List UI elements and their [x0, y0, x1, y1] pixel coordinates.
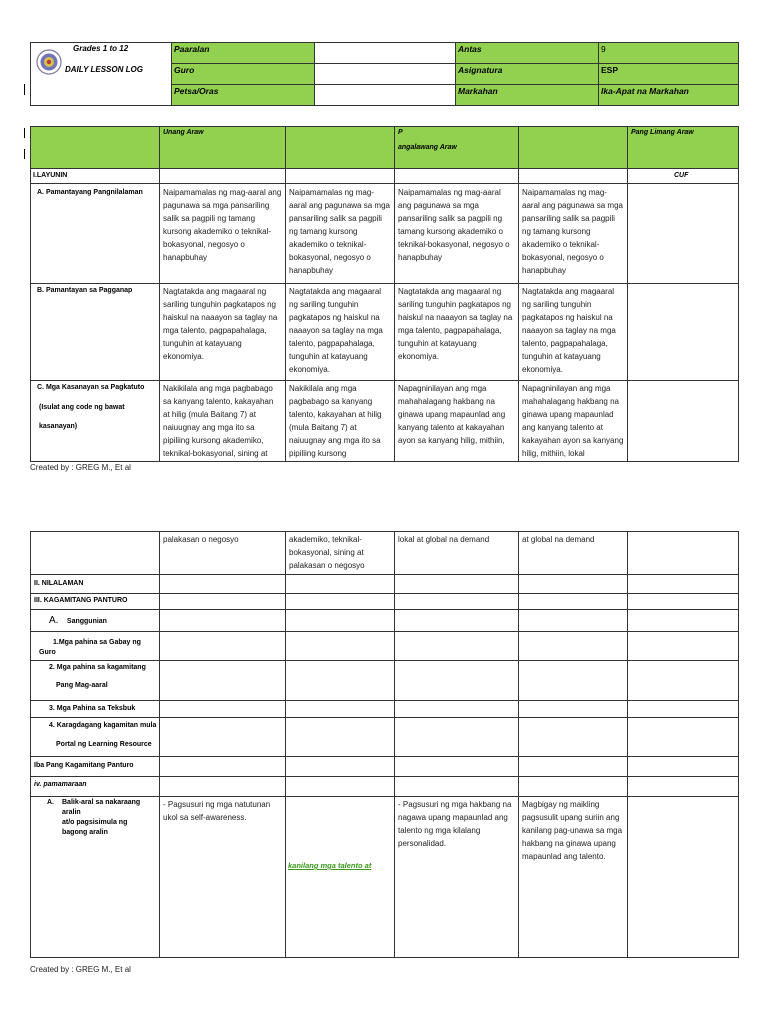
karagdagang-label: 4. Karagdagang kagamitan mula [49, 722, 157, 729]
nilalaman-label: II. NILALAMAN [34, 580, 84, 587]
footer-credit-1: Created by : GREG M., Et al [30, 463, 131, 472]
paaralan-value [315, 43, 456, 64]
cont-text-3: lokal at global na demand [398, 535, 490, 544]
day3-header-p: P [398, 129, 403, 136]
balik-text-1: - Pagsusuri ng mga natutunan ukol sa self-awareness. [163, 800, 271, 822]
header-table [30, 42, 739, 106]
c-text-1: Nakikilala ang mga pagbabago sa kanyang talento, kakayahan at hilig (mula Baitang 7) at naiuugnay ang mga ito sa pipiliing kursong akademiko, teknikal-bokasyonal, sining at [163, 384, 274, 458]
a-text-3: Naipamamalas ng mag-aaral ang pagunawa sa mga pansariling salik sa pagpili ng tamang kursong akademiko o teknikal-bokasyonal, negosyo o hanapbuhay [398, 188, 510, 262]
pamamaraan-label: iv. pamamaraan [34, 781, 87, 788]
a-text-2: Naipamamalas ng mag-aaral ang pagunawa sa mga pansariling salik sa pagpili ng tamang kursong akademiko o teknikal-bokasyonal, negosyo o hanapbuhay [289, 188, 390, 275]
c-text-3: Napagninilayan ang mga mahahalagang hakbang na ginawa upang mapaunlad ang kanyang talento at kakayahan ayon sa kanyang hilig, mithiin, [398, 384, 506, 445]
b-text-3: Nagtatakda ang magaaral ng sariling tunguhin pagkatapos ng haiskul na naaayon sa taglay na mga talento, pagpapahalaga, tunguhin at katayuang ekonomiya. [398, 287, 513, 361]
cuf-label: CUF [674, 172, 689, 179]
cont-text-1: palakasan o negosyo [163, 535, 239, 544]
markahan-label: Markahan [458, 86, 498, 96]
day3-header: angalawang Araw [398, 144, 457, 151]
teksbuk-label: 3. Mga Pahina sa Teksbuk [49, 705, 136, 712]
kasanayan-sub2: kasanayan) [39, 423, 78, 430]
guro-label: Guro [174, 65, 195, 75]
markahan-value: Ika-Apat na Markahan [601, 86, 689, 96]
guro-value [315, 64, 456, 85]
green-note: kanilang mga talento at [288, 861, 372, 870]
day5-header: Pang Limang Araw [631, 129, 694, 136]
balik-text-3: - Pagsusuri ng mga hakbang na nagawa upang mapaunlad ang talento ng mga kilalang personalidad. [398, 800, 512, 848]
cont-text-2: akademiko, teknikal-bokasyonal, sining at palakasan o negosyo [289, 535, 365, 570]
logo-cell [31, 43, 172, 106]
sanggunian-letter: A. [49, 615, 59, 626]
day-header-blank [31, 127, 160, 169]
petsa-label: Petsa/Oras [174, 86, 219, 96]
lesson-table-2 [30, 531, 739, 958]
balik-aral-label: Balik-aral sa nakaraang aralin [62, 799, 141, 816]
kagamitang-label-2: Pang Mag-aaral [56, 682, 108, 689]
margin-mark [24, 149, 25, 159]
pamantayan-pagganap-label: B. Pamantayan sa Pagganap [37, 287, 133, 294]
lesson-table-1 [30, 126, 739, 462]
cont-text-4: at global na demand [522, 535, 595, 544]
pamantayang-pangnilalaman-label: A. Pamantayang Pangnilalaman [37, 189, 143, 196]
day4-header [519, 127, 628, 169]
antas-label: Antas [458, 44, 482, 54]
b-text-4: Nagtatakda ang magaaral ng sariling tunguhin pagkatapos ng haiskul na naaayon sa taglay na mga talento, pagpapahalaga, tunguhin at katayuang ekonomiya. [522, 287, 616, 374]
kagamitang-label: 2. Mga pahina sa kagamitang [49, 664, 146, 671]
asignatura-label: Asignatura [458, 65, 503, 75]
paaralan-label: Paaralan [174, 44, 210, 54]
balik-aral-letter: A. [47, 799, 54, 806]
day1-header: Unang Araw [163, 129, 204, 136]
gabay-label: 1.Mga pahina sa Gabay ng [53, 639, 141, 646]
footer-credit-2: Created by : GREG M., Et al [30, 965, 131, 974]
kagamitan-label: III. KAGAMITANG PANTURO [34, 597, 128, 604]
c-text-4: Napagninilayan ang mga mahahalagang hakbang na ginawa upang mapaunlad ang kanyang talento at kakayahan ayon sa kanyang hilig, mithiin, lokal [522, 384, 624, 458]
day2-header [286, 127, 395, 169]
balik-aral-label-2: at/o pagsisimula ng bagong aralin [62, 819, 128, 836]
deped-seal-icon [36, 49, 62, 75]
b-text-2: Nagtatakda ang magaaral ng sariling tunguhin pagkatapos ng haiskul na naaayon sa taglay na mga talento, pagpapahalaga, tunguhin at katayuang ekonomiya. [289, 287, 383, 374]
iba-pang-kagamitan-label: Iba Pang Kagamitang Panturo [34, 762, 134, 769]
margin-mark [24, 128, 25, 138]
sanggunian-label: Sanggunian [66, 618, 107, 625]
balik-text-4: Magbigay ng maikling pagsusulit upang suriin ang kanilang pag-unawa sa mga hakbang na ginawa upang mapaunlad ang talento. [522, 800, 623, 861]
karagdagang-label-2: Portal ng Learning Resource [56, 741, 152, 748]
c-text-2: Nakikilala ang mga pagbabago sa kanyang talento, kakayahan at hilig (mula Baitang 7) at naiuugnay ang mga ito sa pipiliing kursong [289, 384, 382, 458]
layunin-label: I.LAYUNIN [33, 172, 68, 179]
margin-mark [24, 84, 25, 95]
petsa-value [315, 85, 456, 106]
grades-label: Grades 1 to 12 [73, 44, 129, 53]
b-text-1: Nagtatakda ang magaaral ng sariling tunguhin pagkatapos ng haiskul na naaayon sa taglay na mga talento, pagpapahalaga, tunguhin at katayuang ekonomiya. [163, 287, 278, 361]
a-text-1: Naipamamalas ng mag-aaral ang pagunawa sa mga pansariling salik sa pagpili ng tamang kursong akademiko o teknikal-bokasyonal, negosyo o hanapbuhay [163, 188, 282, 262]
gabay-label-2: Guro [39, 649, 56, 656]
kasanayan-sub1: (Isulat ang code ng bawat [39, 404, 125, 411]
asignatura-value: ESP [601, 65, 619, 75]
antas-value: 9 [601, 44, 606, 54]
kasanayan-label: C. Mga Kasanayan sa Pagkatuto [37, 384, 145, 391]
log-title: DAILY LESSON LOG [65, 65, 143, 74]
a-text-4: Naipamamalas ng mag-aaral ang pagunawa sa mga pansariling salik sa pagpili ng tamang kursong akademiko o teknikal-bokasyonal, negosyo o hanapbuhay [522, 188, 623, 275]
